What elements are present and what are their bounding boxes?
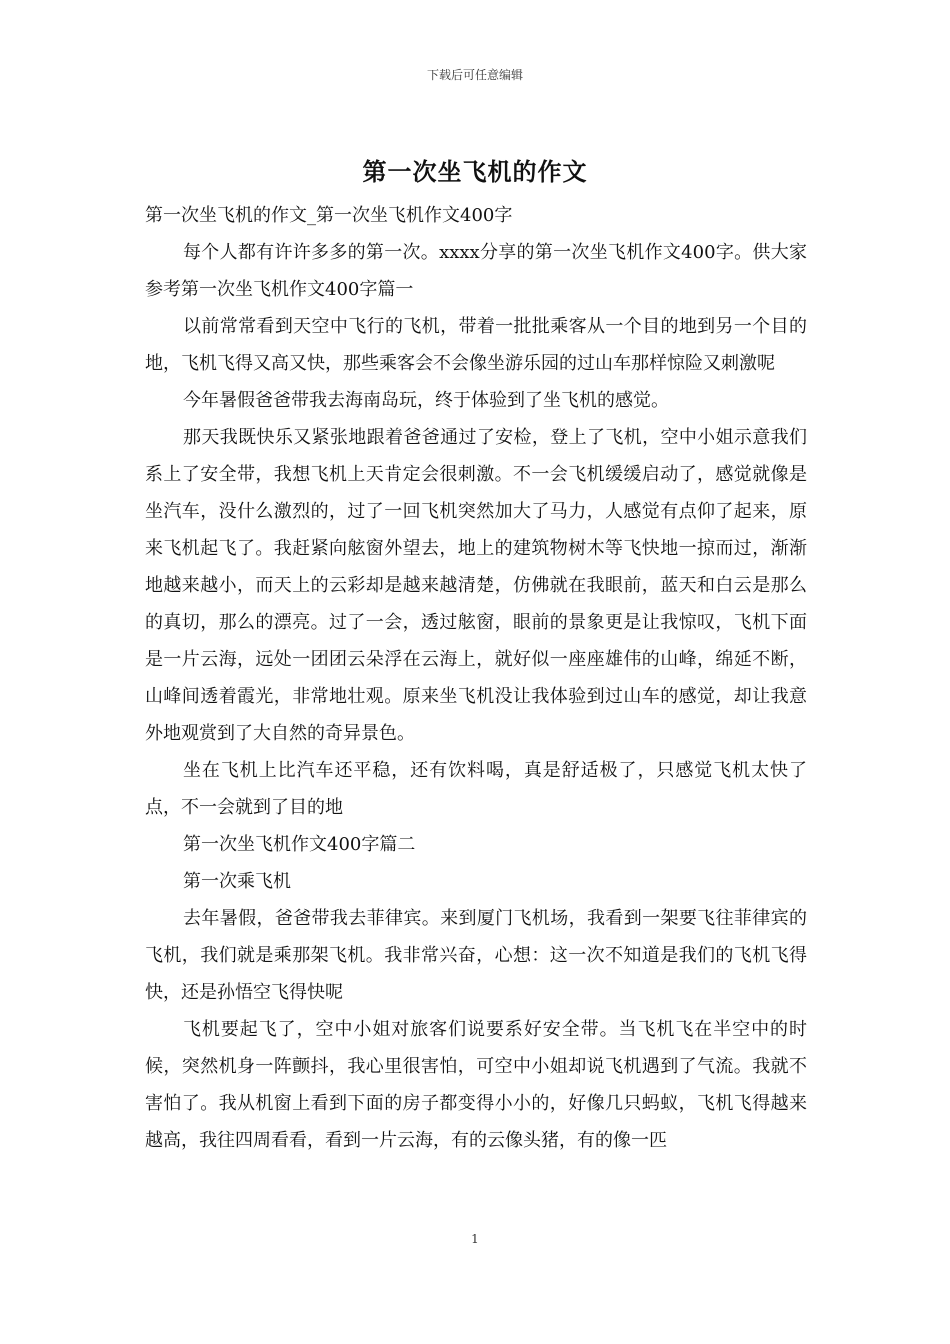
section-heading: 第一次坐飞机作文400字篇二 [183,834,416,855]
section-subheading: 第一次乘飞机 [183,871,291,892]
page-header: 下载后可任意编辑 [426,68,523,82]
paragraph: 每个人都有许许多多的第一次。xxxx分享的第一次坐飞机作文400字。供大家参考第一次坐飞机作文400字篇一 [145,242,807,300]
paragraph: 去年暑假，爸爸带我去菲律宾。来到厦门飞机场，我看到一架要飞往菲律宾的飞机，我们就是乘那架飞机。我非常兴奋，心想：这一次不知道是我们的飞机飞得快，还是孙悟空飞得快呢 [145,908,807,1003]
paragraph: 那天我既快乐又紧张地跟着爸爸通过了安检，登上了飞机，空中小姐示意我们系上了安全带，我想飞机上天肯定会很刺激。不一会飞机缓缓启动了，感觉就像是坐汽车，没什么激烈的，过了一回飞机突然加大了马力，人感觉有点仰了起来，原来飞机起飞了。我赶紧向舷窗外望去，地上的建筑物树木等飞快地一掠而过，渐渐地越来越小，而天上的云彩却是越来越清楚，仿佛就在我眼前，蓝天和白云是那么的真切，那么的漂亮。过了一会，透过舷窗，眼前的景象更是让我惊叹，飞机下面是一片云海，远处一团团云朵浮在云海上，就好似一座座雄伟的山峰，绵延不断，山峰间透着霞光，非常地壮观。原来坐飞机没让我体验到过山车的感觉，却让我意外地观赏到了大自然的奇异景色。 [145,427,807,744]
paragraph: 第一次坐飞机的作文_第一次坐飞机作文400字 [145,205,513,226]
page-number: 1 [471,1232,479,1246]
document-body [145,197,807,1159]
document-title: 第一次坐飞机的作文 [362,157,588,186]
paragraph: 以前常常看到天空中飞行的飞机，带着一批批乘客从一个目的地到另一个目的地，飞机飞得又高又快，那些乘客会不会像坐游乐园的过山车那样惊险又刺激呢 [145,316,807,374]
paragraph: 坐在飞机上比汽车还平稳，还有饮料喝，真是舒适极了，只感觉飞机太快了点，不一会就到了目的地 [145,760,807,818]
paragraph: 飞机要起飞了，空中小姐对旅客们说要系好安全带。当飞机飞在半空中的时候，突然机身一阵颤抖，我心里很害怕，可空中小姐却说飞机遇到了气流。我就不害怕了。我从机窗上看到下面的房子都变得小小的，好像几只蚂蚁，飞机飞得越来越高，我往四周看看，看到一片云海，有的云像头猪，有的像一匹 [145,1019,807,1151]
paragraph: 今年暑假爸爸带我去海南岛玩，终于体验到了坐飞机的感觉。 [183,390,669,411]
